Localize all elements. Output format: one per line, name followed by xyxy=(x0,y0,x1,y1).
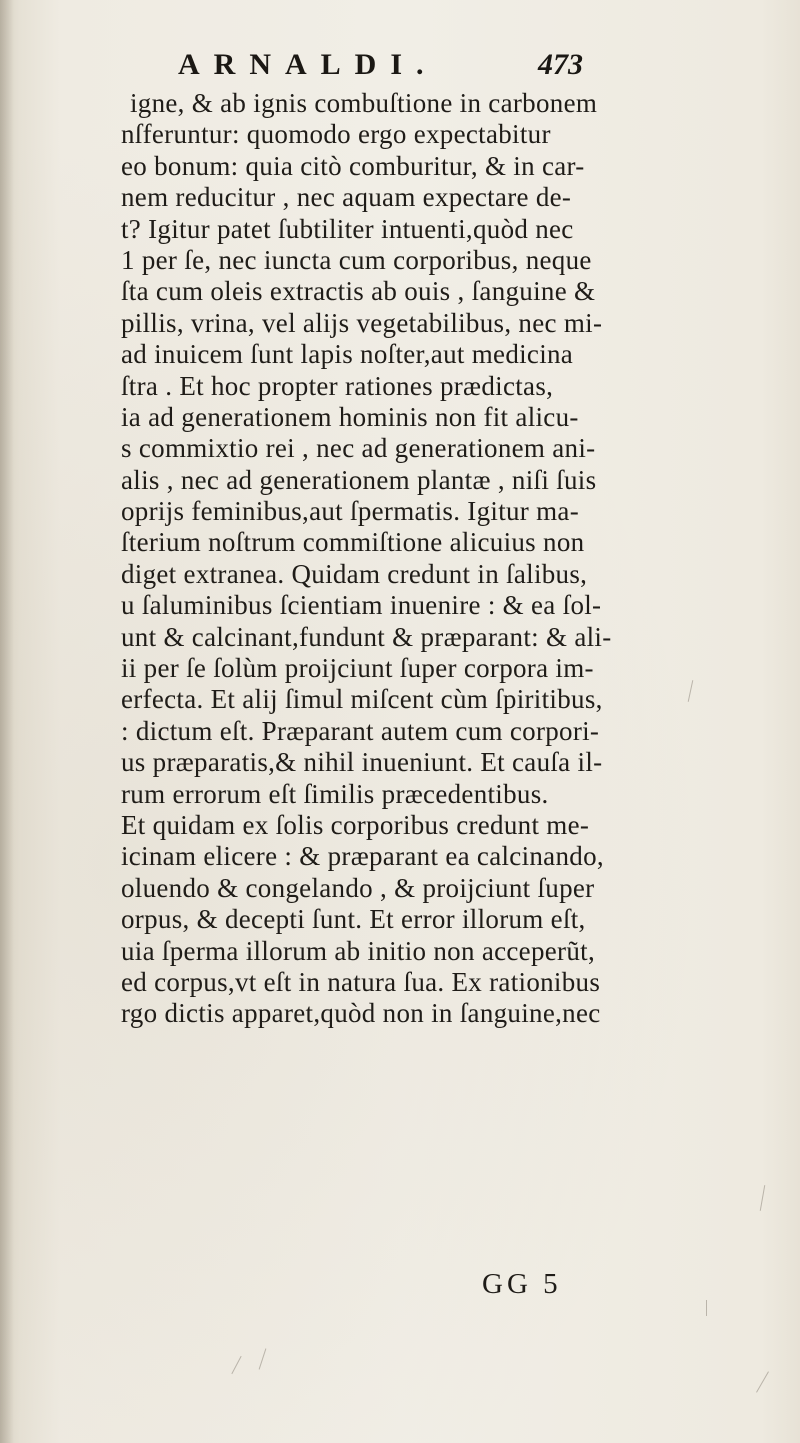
text-line xyxy=(0,339,800,370)
text-line-content: pillis, vrina, vel alijs vegetabilibus, nec mi- xyxy=(121,307,603,338)
text-line-content: ii per ſe ſolùm proijciunt ſuper corpora im- xyxy=(121,653,594,684)
text-line-content: igne, & ab ignis combuſtione in carbonem xyxy=(130,88,598,118)
text-line xyxy=(0,88,800,119)
text-line xyxy=(0,841,800,872)
text-line xyxy=(0,119,800,150)
text-line xyxy=(0,590,800,621)
text-line xyxy=(0,716,800,747)
text-line-content: rgo dictis apparet,quòd non in ſanguine,nec xyxy=(121,998,601,1029)
signature-mark: GG 5 xyxy=(482,1268,562,1300)
paper-fleck xyxy=(760,1185,765,1211)
page-footer xyxy=(0,1268,800,1308)
text-line xyxy=(0,527,800,558)
text-line-content: ſterium noſtrum commiſtione alicuius non xyxy=(121,527,585,558)
text-line-content: uia ſperma illorum ab initio non acceperũt, xyxy=(121,935,595,966)
running-head: ARNALDI. xyxy=(178,48,438,81)
text-line xyxy=(0,873,800,904)
text-line-content: erfecta. Et alij ſimul miſcent cùm ſpiritibus, xyxy=(121,684,603,715)
text-line-content: u ſaluminibus ſcientiam inuenire : & ea ſol- xyxy=(121,590,602,621)
text-line xyxy=(0,496,800,527)
text-line xyxy=(0,810,800,841)
text-line-content: ſtra . Et hoc propter rationes prædictas, xyxy=(121,370,554,401)
text-line-content: ſta cum oleis extractis ab ouis , ſanguine & xyxy=(121,276,596,307)
text-line xyxy=(0,747,800,778)
page-header xyxy=(0,48,800,88)
text-line-content: orpus, & decepti ſunt. Et error illorum eſt, xyxy=(121,904,586,935)
text-line xyxy=(0,559,800,590)
text-line xyxy=(0,653,800,684)
text-line xyxy=(0,967,800,998)
text-line xyxy=(0,998,800,1029)
paper-fleck xyxy=(756,1371,769,1392)
paper-fleck xyxy=(259,1348,267,1369)
text-line-content: Et quidam ex ſolis corporibus credunt me- xyxy=(121,809,590,840)
text-line-content: diget extranea. Quidam credunt in ſalibus, xyxy=(121,558,588,589)
text-line xyxy=(0,308,800,339)
text-line xyxy=(0,465,800,496)
text-line xyxy=(0,182,800,213)
text-line-content: alis , nec ad generationem plantæ , niſi ſuis xyxy=(121,464,597,495)
text-line xyxy=(0,779,800,810)
text-line-content: t? Igitur patet ſubtiliter intuenti,quòd nec xyxy=(121,213,574,244)
paper-fleck xyxy=(231,1356,241,1374)
text-line-content: s commixtio rei , nec ad generationem ani- xyxy=(121,433,596,464)
text-line-content: eo bonum: quia citò comburitur, & in car- xyxy=(121,150,585,181)
text-line-content: us præparatis,& nihil inueniunt. Et cauſa il- xyxy=(121,747,603,778)
text-line xyxy=(0,936,800,967)
text-line-content: nem reducitur , nec aquam expectare de- xyxy=(121,182,572,213)
page-number: 473 xyxy=(538,48,583,81)
text-line xyxy=(0,214,800,245)
text-line-content: oluendo & congelando , & proijciunt ſuper xyxy=(121,872,595,903)
text-line xyxy=(0,904,800,935)
text-line xyxy=(0,622,800,653)
paper-fleck xyxy=(706,1300,707,1316)
text-line xyxy=(0,371,800,402)
text-line-content: ad inuicem ſunt lapis noſter,aut medicina xyxy=(121,339,574,370)
text-line-content: ia ad generationem hominis non fit alicu- xyxy=(121,401,579,432)
body-text xyxy=(0,88,800,1030)
text-line xyxy=(0,684,800,715)
text-line xyxy=(0,276,800,307)
text-line-content: 1 per ſe, nec iuncta cum corporibus, neque xyxy=(121,244,592,275)
text-line-content: ed corpus,vt eſt in natura ſua. Ex rationibus xyxy=(121,966,601,997)
text-line xyxy=(0,433,800,464)
text-line-content: rum errorum eſt ſimilis præcedentibus. xyxy=(121,778,549,809)
text-line-content: unt & calcinant,fundunt & præparant: & ali- xyxy=(121,621,612,652)
text-line-content: : dictum eſt. Præparant autem cum corpori- xyxy=(121,715,600,746)
text-line xyxy=(0,245,800,276)
text-line-content: icinam elicere : & præparant ea calcinando, xyxy=(121,841,604,872)
text-line-content: nſferuntur: quomodo ergo expectabitur xyxy=(121,119,551,150)
text-line xyxy=(0,402,800,433)
text-line-content: oprijs feminibus,aut ſpermatis. Igitur ma- xyxy=(121,496,580,527)
text-line xyxy=(0,151,800,182)
